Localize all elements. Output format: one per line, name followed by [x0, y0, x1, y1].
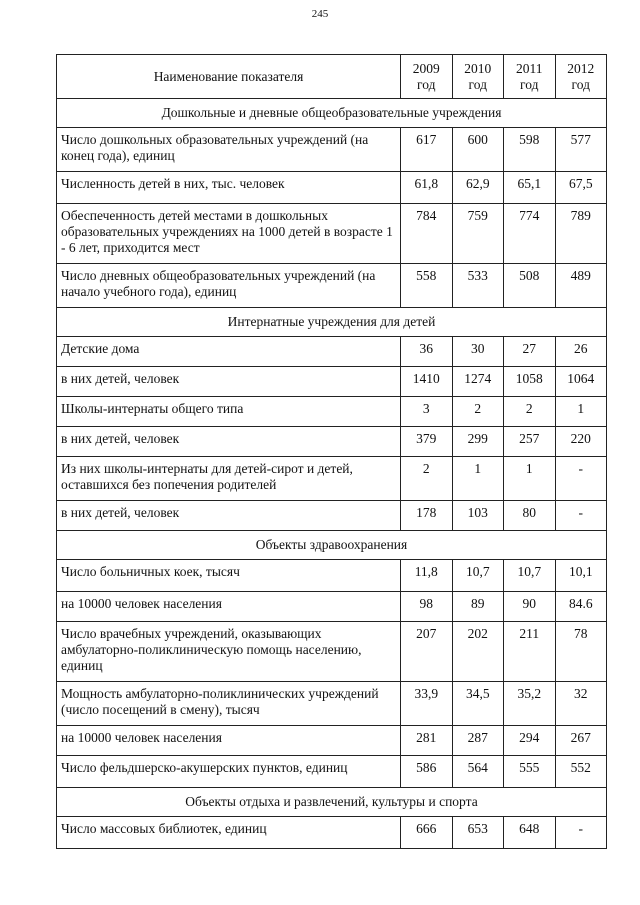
value-cell: 648: [504, 817, 556, 849]
indicator-label: Численность детей в них, тыс. человек: [57, 172, 401, 204]
statistics-table: [56, 54, 607, 849]
year-unit: год: [417, 76, 436, 92]
indicator-label: Число фельдшерско-акушерских пунктов, единиц: [57, 756, 401, 788]
value-cell: 577: [555, 128, 607, 172]
indicator-label: на 10000 человек населения: [57, 592, 401, 622]
value-cell: 36: [401, 337, 453, 367]
value-cell: 1: [555, 397, 607, 427]
value-cell: 784: [401, 204, 453, 264]
value-cell: 11,8: [401, 560, 453, 592]
table-row: [57, 337, 607, 367]
value-cell: 1410: [401, 367, 453, 397]
value-cell: 508: [504, 264, 556, 308]
indicator-label: Детские дома: [57, 337, 401, 367]
section-header-row: [57, 788, 607, 817]
value-cell: 1064: [555, 367, 607, 397]
indicator-label: Число врачебных учреждений, оказывающих амбулаторно-поликлиническую помощь населению, единиц: [57, 622, 401, 682]
value-cell: 98: [401, 592, 453, 622]
table-row: [57, 128, 607, 172]
value-cell: 35,2: [504, 682, 556, 726]
value-cell: 257: [504, 427, 556, 457]
table-row: [57, 501, 607, 531]
value-cell: 30: [452, 337, 504, 367]
year-header: [555, 55, 607, 99]
year-label: 2012: [567, 60, 595, 76]
section-title: Интернатные учреждения для детей: [57, 308, 607, 337]
value-cell: 287: [452, 726, 504, 756]
value-cell: 10,1: [555, 560, 607, 592]
value-cell: 65,1: [504, 172, 556, 204]
value-cell: 2: [504, 397, 556, 427]
section-header-row: [57, 308, 607, 337]
indicator-header: Наименование показателя: [57, 55, 401, 99]
value-cell: 32: [555, 682, 607, 726]
indicator-label: Из них школы-интернаты для детей-сирот и детей, оставшихся без попечения родителей: [57, 457, 401, 501]
value-cell: 552: [555, 756, 607, 788]
value-cell: 89: [452, 592, 504, 622]
section-title: Дошкольные и дневные общеобразовательные учреждения: [57, 99, 607, 128]
value-cell: 90: [504, 592, 556, 622]
value-cell: 617: [401, 128, 453, 172]
section-header-row: [57, 99, 607, 128]
value-cell: 653: [452, 817, 504, 849]
value-cell: 10,7: [452, 560, 504, 592]
value-cell: 564: [452, 756, 504, 788]
indicator-label: Обеспеченность детей местами в дошкольных образовательных учреждениях на 1000 детей в возрасте 1 - 6 лет, приходится мест: [57, 204, 401, 264]
year-label: 2009: [412, 60, 440, 76]
value-cell: 379: [401, 427, 453, 457]
table-row: [57, 457, 607, 501]
value-cell: 294: [504, 726, 556, 756]
year-unit: год: [571, 76, 590, 92]
section-title: Объекты отдыха и развлечений, культуры и спорта: [57, 788, 607, 817]
value-cell: 67,5: [555, 172, 607, 204]
year-unit: год: [520, 76, 539, 92]
value-cell: 1: [504, 457, 556, 501]
indicator-label: в них детей, человек: [57, 501, 401, 531]
value-cell: 33,9: [401, 682, 453, 726]
table-row: [57, 264, 607, 308]
year-header: [504, 55, 556, 99]
value-cell: 267: [555, 726, 607, 756]
indicator-label: на 10000 человек населения: [57, 726, 401, 756]
value-cell: -: [555, 457, 607, 501]
value-cell: 2: [452, 397, 504, 427]
value-cell: 666: [401, 817, 453, 849]
value-cell: 80: [504, 501, 556, 531]
table-row: [57, 560, 607, 592]
table-row: [57, 817, 607, 849]
value-cell: 281: [401, 726, 453, 756]
value-cell: 533: [452, 264, 504, 308]
value-cell: 207: [401, 622, 453, 682]
section-header-row: [57, 531, 607, 560]
value-cell: 220: [555, 427, 607, 457]
value-cell: 62,9: [452, 172, 504, 204]
year-header: [401, 55, 453, 99]
value-cell: 789: [555, 204, 607, 264]
section-title: Объекты здравоохранения: [57, 531, 607, 560]
value-cell: 489: [555, 264, 607, 308]
page-number: 245: [311, 8, 329, 20]
value-cell: 555: [504, 756, 556, 788]
indicator-label: Число дневных общеобразовательных учреждений (на начало учебного года), единиц: [57, 264, 401, 308]
value-cell: 61,8: [401, 172, 453, 204]
indicator-label: Школы-интернаты общего типа: [57, 397, 401, 427]
table-row: [57, 397, 607, 427]
value-cell: 1: [452, 457, 504, 501]
year-label: 2010: [464, 60, 492, 76]
value-cell: 103: [452, 501, 504, 531]
table-row: [57, 592, 607, 622]
table-row: [57, 622, 607, 682]
value-cell: 10,7: [504, 560, 556, 592]
value-cell: 558: [401, 264, 453, 308]
table-row: [57, 427, 607, 457]
value-cell: 78: [555, 622, 607, 682]
value-cell: 1274: [452, 367, 504, 397]
table-row: [57, 367, 607, 397]
indicator-label: Число дошкольных образовательных учреждений (на конец года), единиц: [57, 128, 401, 172]
value-cell: 600: [452, 128, 504, 172]
table-row: [57, 726, 607, 756]
value-cell: 27: [504, 337, 556, 367]
value-cell: 84.6: [555, 592, 607, 622]
value-cell: -: [555, 501, 607, 531]
value-cell: 26: [555, 337, 607, 367]
indicator-label: Число больничных коек, тысяч: [57, 560, 401, 592]
table-row: [57, 756, 607, 788]
value-cell: 586: [401, 756, 453, 788]
value-cell: 1058: [504, 367, 556, 397]
year-label: 2011: [516, 60, 543, 76]
header-row: [57, 55, 607, 99]
value-cell: 299: [452, 427, 504, 457]
value-cell: 34,5: [452, 682, 504, 726]
indicator-label: в них детей, человек: [57, 427, 401, 457]
value-cell: -: [555, 817, 607, 849]
year-header: [452, 55, 504, 99]
indicator-label: Число массовых библиотек, единиц: [57, 817, 401, 849]
indicator-label: Мощность амбулаторно-поликлинических учреждений (число посещений в смену), тысяч: [57, 682, 401, 726]
year-unit: год: [468, 76, 487, 92]
indicator-label: в них детей, человек: [57, 367, 401, 397]
value-cell: 774: [504, 204, 556, 264]
value-cell: 202: [452, 622, 504, 682]
value-cell: 598: [504, 128, 556, 172]
table-row: [57, 172, 607, 204]
value-cell: 2: [401, 457, 453, 501]
value-cell: 759: [452, 204, 504, 264]
table-row: [57, 204, 607, 264]
value-cell: 178: [401, 501, 453, 531]
value-cell: 211: [504, 622, 556, 682]
value-cell: 3: [401, 397, 453, 427]
table-row: [57, 682, 607, 726]
